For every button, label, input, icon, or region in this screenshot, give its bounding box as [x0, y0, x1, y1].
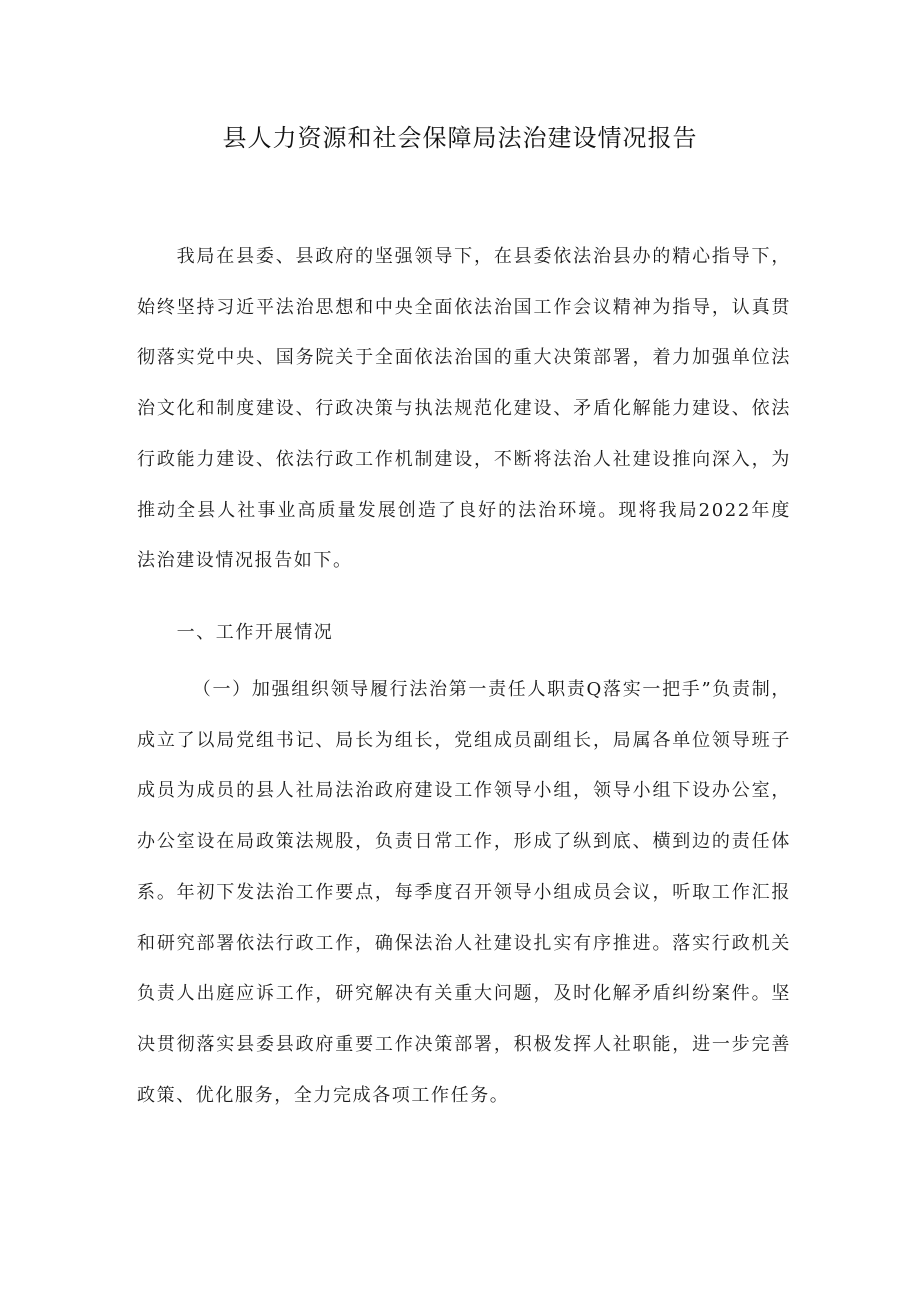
intro-paragraph: 我局在县委、县政府的坚强领导下，在县委依法治县办的精心指导下，始终坚持习近平法治思想和中央全面依法治国工作会议精神为指导，认真贯彻落实党中央、国务院关于全面依法治国的重大决策部署，着力加强单位法治文化和制度建设、行政决策与执法规范化建设、矛盾化解能力建设、依法行政能力建设、依法行政工作机制建设，不断将法治人社建设推向深入，为推动全县人社事业高质量发展创造了良好的法治环境。现将我局2022年度法治建设情况报告如下。	[137, 246, 791, 572]
section-paragraph: （一）加强组织领导履行法治第一责任人职责Q落实一把手”负责制，成立了以局党组书记、局长为组长，党组成员副组长，局属各单位领导班子成员为成员的县人社局法治政府建设工作领导小组，领导小组下设办公室，办公室设在局政策法规股，负责日常工作，形成了纵到底、横到边的责任体系。年初下发法治工作要点，每季度召开领导小组成员会议，听取工作汇报和研究部署依法行政工作，确保法治人社建设扎实有序推进。落实行政机关负责人出庭应诉工作，研究解决有关重大问题，及时化解矛盾纠纷案件。坚决贯彻落实县委县政府重要工作决策部署，积极发挥人社职能，进一步完善政策、优化服务，全力完成各项工作任务。	[137, 679, 791, 1106]
section-heading: 一、工作开展情况	[176, 622, 334, 643]
document-title: 县人力资源和社会保障局法治建设情况报告	[222, 124, 698, 152]
